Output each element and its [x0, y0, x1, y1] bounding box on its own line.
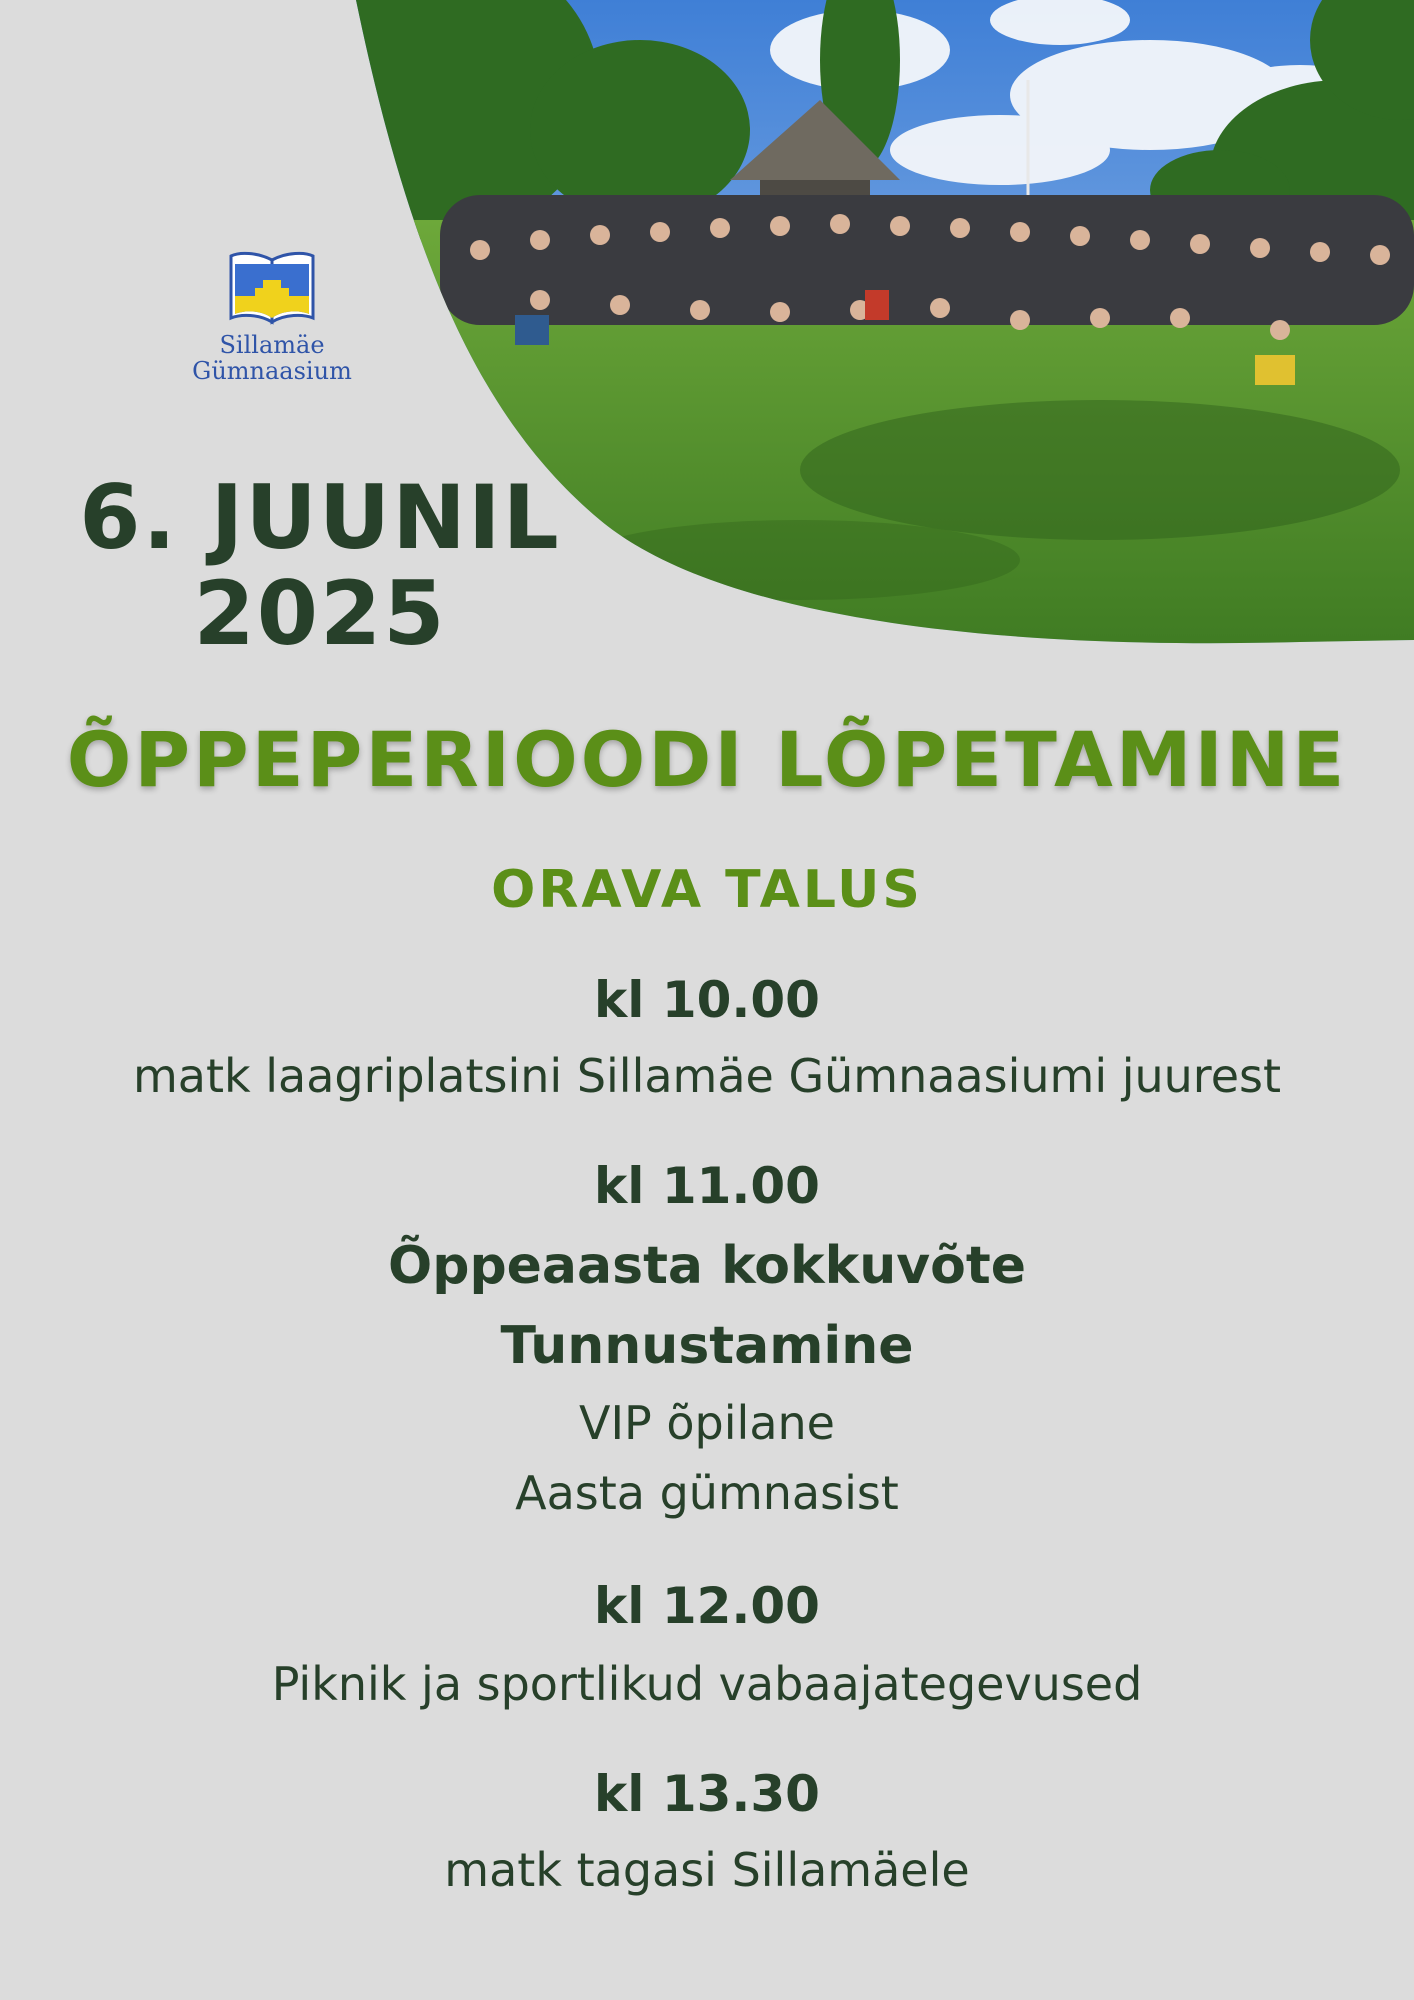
schedule-time-3: kl 12.00 [594, 1577, 820, 1635]
date-line-1: 6. JUUNIL [79, 466, 561, 569]
logo-line-2: Gümnaasium [192, 357, 352, 385]
schedule-time-2: kl 11.00 [594, 1157, 820, 1215]
school-logo [162, 250, 382, 384]
schedule-desc-1: matk laagriplatsini Sillamäe Gümnaasiumi juurest [132, 1049, 1282, 1103]
schedule-desc-2c: VIP õpilane [579, 1396, 835, 1450]
schedule-desc-4: matk tagasi Sillamäele [444, 1843, 970, 1897]
event-title: ÕPPEPERIOODI LÕPETAMINE [66, 715, 1348, 804]
date-line-2: 2025 [193, 562, 447, 665]
schedule-desc-2a: Õppeaasta kokkuvõte [388, 1236, 1026, 1296]
event-date [60, 466, 580, 665]
logo-line-1: Sillamäe [219, 331, 325, 359]
event-location: ORAVA TALUS [491, 860, 923, 920]
schedule-time-1: kl 10.00 [594, 971, 820, 1029]
book-icon [227, 250, 317, 328]
schedule-desc-3: Piknik ja sportlikud vabaajategevused [271, 1657, 1143, 1711]
schedule-desc-2b: Tunnustamine [500, 1316, 914, 1376]
schedule-time-4: kl 13.30 [594, 1765, 820, 1823]
schedule-desc-2d: Aasta gümnasist [515, 1466, 899, 1520]
